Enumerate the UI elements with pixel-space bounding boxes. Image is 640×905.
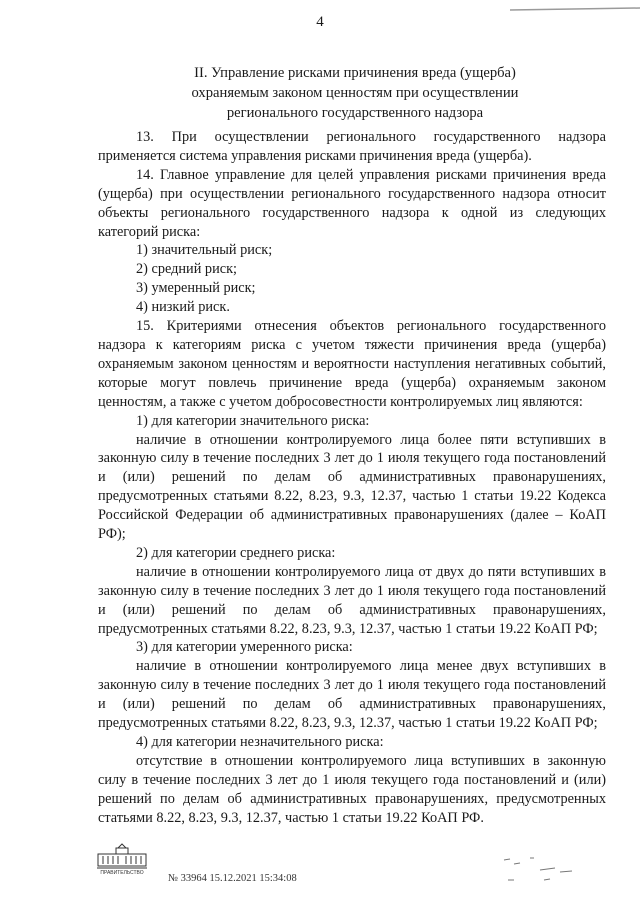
criterion-1-heading: 1) для категории значительного риска: <box>136 412 370 429</box>
logo-caption: ПРАВИТЕЛЬСТВО <box>100 870 144 876</box>
criterion-2-text: наличие в отношении контролируемого лица от двух до пяти вступивших в законную силу в течение последних 3 лет до 1 июля текущего года постановлений и (или) решений по делам об административных правонарушениях, предусмотренных статьями 8.22, 8.23, 9.3, 12.37, частью 1 статьи 19.22 КоАП РФ; <box>98 563 606 637</box>
criterion-3-text: наличие в отношении контролируемого лица менее двух вступивших в законную силу в течение последних 3 лет до 1 июля текущего года постановлений и (или) решений по делам об административных правонарушениях, предусмотренных статьями 8.22, 8.23, 9.3, 12.37, частью 1 статьи 19.22 КоАП РФ; <box>98 658 606 732</box>
risk-list-item-2: 2) средний риск; <box>136 261 237 278</box>
paragraph-14: 14. Главное управление для целей управления рисками причинения вреда (ущерба) при осуществлении регионального государственного надзора относит объекты регионального государственного надзора к одной из следующих категорий риска: <box>98 166 606 240</box>
risk-list-item-1: 1) значительный риск; <box>136 242 273 259</box>
section-title-line-2: охраняемым законом ценностям при осуществлении <box>191 85 519 101</box>
paragraph-13: 13. При осуществлении регионального государственного надзора применяется система управления рисками причинения вреда (ущерба). <box>98 129 606 164</box>
risk-list-item-3: 3) умеренный риск; <box>136 280 256 297</box>
scan-artifact-marks <box>500 850 580 890</box>
criterion-4-text: отсутствие в отношении контролируемого лица вступивших в законную силу в течение последних 3 лет до 1 июля текущего года постановлений и (или) решений по делам об административных правонарушениях, предусмотренных статьями 8.22, 8.23, 9.3, 12.37, частью 1 статьи 19.22 КоАП РФ. <box>98 752 606 826</box>
paragraph-15: 15. Критериями отнесения объектов регионального государственного надзора к категориям риска с учетом тяжести причинения вреда (ущерба) охраняемым законом ценностям и вероятности наступления негативных событий, которые могут повлечь причинение вреда (ущерба) охраняемым законом ценностям, а также с учетом добросовестности контролируемых лиц являются: <box>98 318 606 410</box>
risk-list-item-4: 4) низкий риск. <box>136 299 230 316</box>
section-title-line-3: регионального государственного надзора <box>226 105 484 121</box>
scan-edge-mark <box>510 0 640 6</box>
criterion-4-heading: 4) для категории незначительного риска: <box>136 734 384 750</box>
criterion-1-text: наличие в отношении контролируемого лица более пяти вступивших в законную силу в течение последних 3 лет до 1 июля текущего года постановлений и (или) решений по делам об административных правонарушениях, предусмотренных статьями 8.22, 8.23, 9.3, 12.37, частью 1 статьи 19.22 Кодекса Российской Федерации об административных правонарушениях (далее – КоАП РФ); <box>98 431 606 543</box>
criterion-3-heading: 3) для категории умеренного риска: <box>136 639 353 656</box>
page-number: 4 <box>316 14 324 30</box>
section-title-line-1: II. Управление рисками причинения вреда (ущерба) <box>194 65 516 81</box>
government-building-logo <box>96 842 148 876</box>
section-title <box>120 63 590 123</box>
criterion-2-heading: 2) для категории среднего риска: <box>136 544 336 561</box>
document-body <box>98 128 606 828</box>
registration-stamp: № 33964 15.12.2021 15:34:08 <box>168 873 297 884</box>
